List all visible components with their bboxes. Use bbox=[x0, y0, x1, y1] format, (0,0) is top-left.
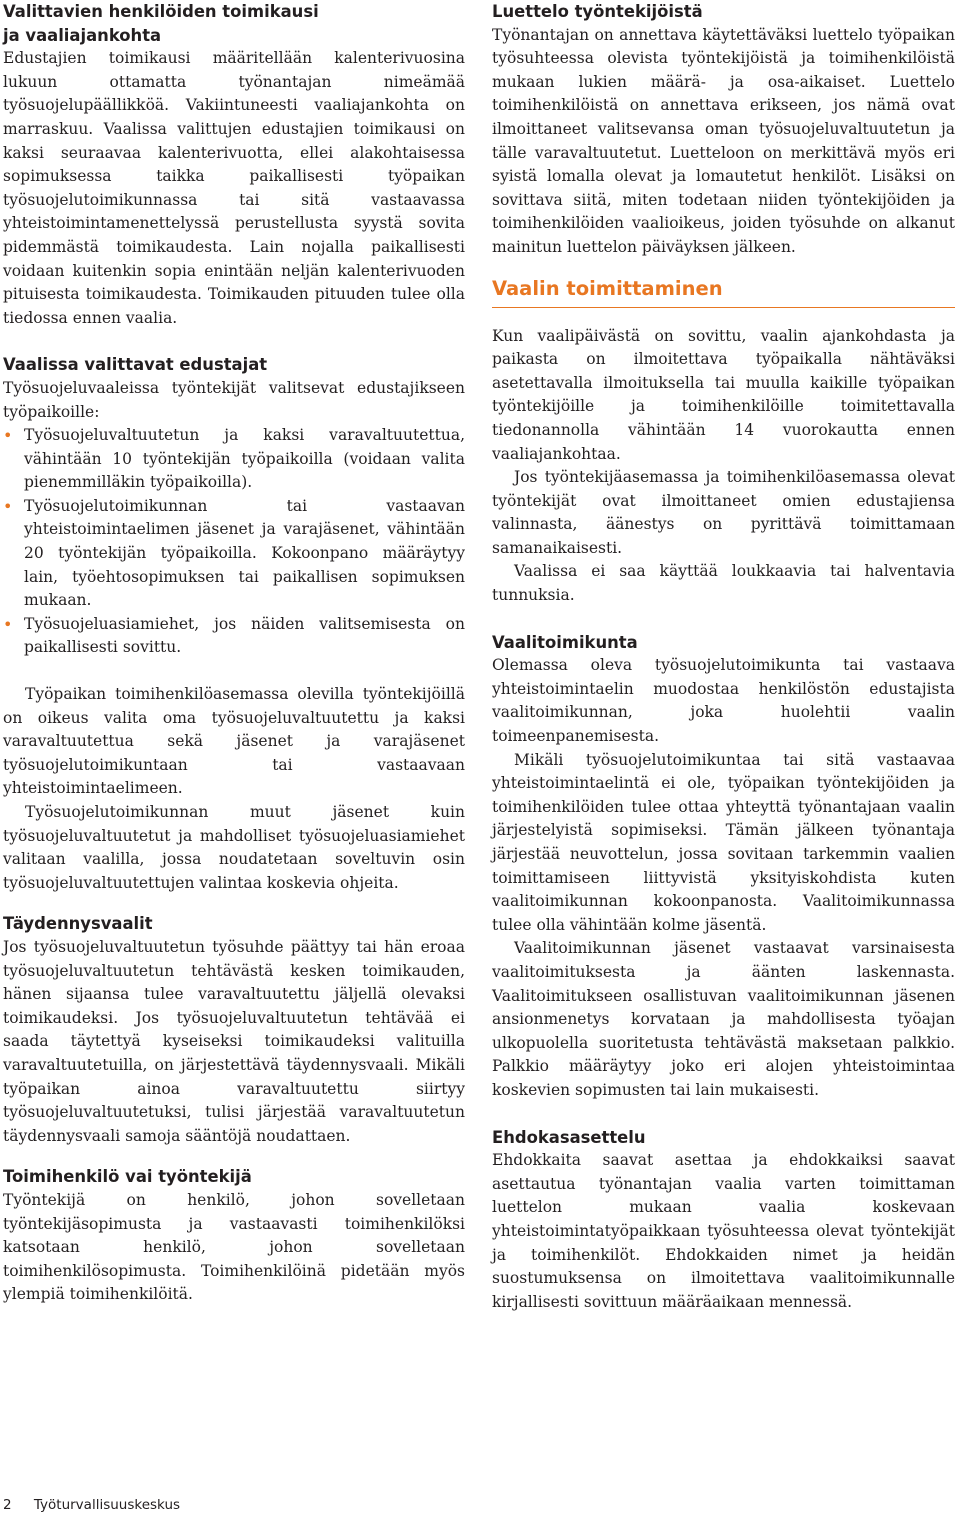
representatives-list bbox=[3, 424, 465, 660]
section-title-taydennysvaalit: Täydennysvaalit bbox=[3, 914, 153, 934]
paragraph-vaalitoimikunta-2: Mikäli työsuojelutoimikuntaa tai sitä vastaavaa yhteistoimintaelintä ei ole, työpaikan työntekijöiden ja toimihenkilöiden tulee ottaa yhteyttä työnantajaan vaalin järjestelyistä sopimiseksi. Tämän jälkeen työnantaja järjestää neuvottelun, jossa sovitaan tarkemmin vaalien toimittamiseen liittyvistä yksityiskohdista kuten vaalitoimikunnan kokoonpanosta. Vaalitoimikunnassa tulee olla vähintään kolme jäsentä. bbox=[492, 750, 955, 934]
section-intro-edustajat: Työsuojeluvaaleissa työntekijät valitsevat edustajikseen työpaikoille: bbox=[3, 378, 465, 421]
publisher-name: Työturvallisuuskeskus bbox=[33, 1497, 181, 1513]
section-title-toimikausi bbox=[3, 0, 465, 47]
section-body-ehdokasasettelu: Ehdokkaita saavat asettaa ja ehdokkaiksi saavat asettautua työnantajan vaalia varten toimittaman luettelon mukaan vaalia koskevaan yhteistoimintatyöpaikkaan työsuhteessa olevat työntekijät ja toimihenkilöt. Ehdokkaiden nimet ja heidän suostumuksensa on ilmoitettava vaalitoimikunnalle kirjallisesti sovittuun määräaikaan mennessä. bbox=[492, 1151, 955, 1311]
paragraph-tunnukset: Vaalissa ei saa käyttää loukkaavia tai halventavia tunnuksia. bbox=[492, 562, 955, 605]
section-body-luettelo: Työnantajan on annettava käytettäväksi luettelo työpaikan työsuhteessa olevista työntekijöistä ja toimihenkilöistä mukaan lukien määrä- ja osa-aikaiset. Luettelo toimihenkilöistä on annettava erikseen, jos nämä ovat ilmoittaneet valitsevansa oman työsuojeluvaltuutetun ja tälle varavaltuutetut. Luetteloon on merkittävä myös eri syistä lomalla olevat ja lomautetut henkilöt. Lisäksi on sovittava siitä, miten todetaan niiden työntekijöiden ja toimihenkilöiden vaalioikeus, joiden työsuhde on alkanut mainitun luettelon päiväyksen jälkeen. bbox=[492, 25, 955, 256]
section-title-ehdokasasettelu: Ehdokasasettelu bbox=[492, 1127, 646, 1147]
right-column bbox=[492, 0, 955, 1314]
page-footer bbox=[3, 1497, 180, 1513]
page-number: 2 bbox=[3, 1497, 12, 1513]
section-body-taydennysvaalit: Jos työsuojeluvaltuutetun työsuhde päättyy tai hän eroaa työsuojeluvaltuutetun tehtävästä kesken toimikauden, hänen sijaansa tulee varavaltuutettu jäljellä olevaksi toimikaudeksi. Jos työsuojeluvaltuutetun tehtävää ei saada täytettyä kyseiseksi toimikaudeksi valituilla varavaltuutetuilla, on järjestettävä täydennysvaali. Mikäli työpaikan ainoa varavaltuutettu siirtyy työsuojeluvaltuutetuksi, tulisi järjestää varavaltuutetun täydennysvaali samoja sääntöjä noudattaen. bbox=[3, 937, 465, 1145]
left-column bbox=[3, 0, 465, 1307]
section-title-luettelo: Luettelo työntekijöistä bbox=[492, 2, 703, 21]
paragraph-vaalipaiva: Kun vaalipäivästä on sovittu, vaalin ajankohdasta ja paikasta on ilmoitettava työpaikalla nähtäväksi asetettavalla ilmoituksella tai muulla kaikille työpaikan työntekijöille ja toimihenkilöille toimitettavalla tiedonannolla vähintään 14 vuorokautta ennen vaaliajankohtaa. bbox=[492, 326, 955, 463]
list-item: • Työsuojeluasiamiehet, jos näiden valitsemisesta on paikallisesti sovittu. bbox=[3, 613, 465, 660]
section-title-toimihenkilo: Toimihenkilö vai työntekijä bbox=[3, 1167, 252, 1187]
list-item: • Työsuojelutoimikunnan tai vastaavan yhteistoimintaelimen jäsenet ja varajäsenet, vähintään 20 työntekijän työpaikoilla. Kokoonpano määräytyy lain, työehtosopimuksen tai paikallisen sopimuksen mukaan. bbox=[3, 495, 465, 613]
section-title-edustajat: Vaalissa valittavat edustajat bbox=[3, 355, 268, 375]
section-body-toimihenkilo: Työntekijä on henkilö, johon sovelletaan työntekijäsopimusta ja vastaavasti toimihenkilöksi katsotaan henkilö, johon sovelletaan toimihenkilösopimusta. Toimihenkilöinä pidetään myös ylempiä toimihenkilöitä. bbox=[3, 1190, 465, 1304]
section-title-line-1: Valittavien henkilöiden toimikausi bbox=[3, 2, 319, 21]
paragraph-muut-jasenet: Työsuojelutoimikunnan muut jäsenet kuin työsuojeluvaltuutetut ja mahdolliset työsuojeluasiamiehet valitaan vaalilla, jossa noudatetaan soveltuvin osin työsuojeluvaltuutettujen valintaa koskevia ohjeita. bbox=[3, 803, 465, 892]
section-title-line-2: ja vaaliajankohta bbox=[3, 25, 162, 45]
list-item: • Työsuojeluvaltuutetun ja kaksi varavaltuutettua, vähintään 10 työntekijän työpaikoilla (voidaan valita pienemmilläkin työpaikoilla). bbox=[3, 424, 465, 495]
major-heading-vaalin-toimittaminen: Vaalin toimittaminen bbox=[492, 277, 955, 308]
section-body-toimikausi: Edustajien toimikausi määritellään kalenterivuosina lukuun ottamatta työnantajan nimeämää työsuojelupäällikköä. Vakiintuneesti vaaliajankohta on marraskuu. Vaalissa valittujen edustajien toimikausi on kaksi seuraavaa kalenterivuotta, ellei alakohtaisessa sopimuksessa taikka paikallisesti työpaikan työsuojelutoimikunnassa tai sitä vastaavassa yhteistoimintamenettelyssä perustellusta syystä sovita pidemmästä toimikaudesta. Lain nojalla paikallisesti voidaan kuitenkin sopia enintään neljän kalenterivuoden pituisesta toimikaudesta. Toimikauden pituuden tulee olla tiedossa ennen vaalia. bbox=[3, 49, 465, 327]
section-title-vaalitoimikunta: Vaalitoimikunta bbox=[492, 632, 638, 652]
paragraph-vaalitoimikunta-1: Olemassa oleva työsuojelutoimikunta tai vastaava yhteistoimintaelin muodostaa henkilöstön edustajista vaalitoimikunnan, joka huolehtii vaalin toimeenpanemisesta. bbox=[492, 656, 955, 746]
paragraph-vaalitoimikunta-3: Vaalitoimikunnan jäsenet vastaavat varsinaisesta vaalitoimituksesta ja äänten laskennasta. Vaalitoimitukseen osallistuvan vaalitoimikunnan jäsenen ansionmenetys korvataan ja mahdollisesta työajan ulkopuolella suoritetusta tehtävästä maksetaan palkkio. Palkkio määräytyy joko eri alojen yhteistoimintaa koskevien sopimusten tai lain mukaisesti. bbox=[492, 939, 955, 1099]
paragraph-toimihenkilot: Työpaikan toimihenkilöasemassa olevilla työntekijöillä on oikeus valita oma työsuojeluvaltuutettu ja kaksi varavaltuutettua sekä jäsenet ja varajäsenet työsuojelutoimikuntaan tai vastaavaan yhteistoimintaelimeen. bbox=[3, 685, 465, 798]
paragraph-aanestys: Jos työntekijäasemassa ja toimihenkilöasemassa olevat työntekijät ovat ilmoittaneet omien edustajiensa valinnasta, äänestys on pyrittävä toimittamaan samanaikaisesti. bbox=[492, 468, 955, 557]
